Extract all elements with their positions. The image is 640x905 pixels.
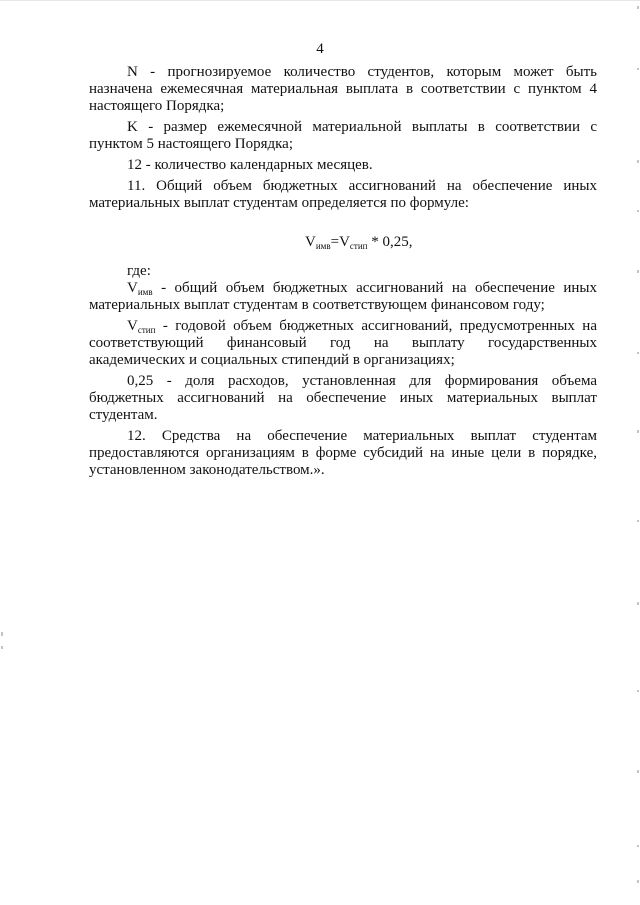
document-body: [89, 64, 597, 479]
vimv-definition-text: - общий объем бюджетных ассигнований на обеспечение иных материальных выплат студентам в соответствующем финансовом году;: [89, 280, 597, 313]
paragraph-12: 12. Средства на обеспечение материальных выплат студентам предоставляются организациям в форме субсидий на иные цели в порядке, установленном законодательством.».: [89, 428, 597, 478]
paragraph-coefficient: 0,25 - доля расходов, установленная для формирования объема бюджетных ассигнований на обеспечение иных материальных выплат студентам.: [89, 373, 597, 423]
scan-left-edge-marks: [0, 0, 5, 905]
vimv-symbol: V: [127, 280, 138, 296]
formula-v-left: V: [305, 234, 316, 250]
vstip-symbol: V: [127, 318, 138, 334]
vimv-subscript: имв: [137, 287, 153, 297]
formula-sub-stip: стип: [349, 241, 368, 251]
formula-sub-imv: имв: [315, 241, 331, 251]
scan-right-edge-marks: [635, 0, 640, 905]
page-number: 4: [316, 41, 324, 57]
paragraph-where: где:: [127, 263, 151, 279]
paragraph-months: 12 - количество календарных месяцев.: [127, 157, 373, 173]
vstip-definition-text: - годовой объем бюджетных ассигнований, предусмотренных на соответствующий финансовый год на выплату государственных академических и социальных стипендий в организациях;: [89, 318, 597, 368]
vstip-subscript: стип: [137, 325, 156, 335]
paragraph-k-definition: K - размер ежемесячной материальной выплаты в соответствии с пунктом 5 настоящего Порядка;: [89, 119, 597, 152]
formula-v-right: V: [339, 234, 350, 250]
paragraph-vimv-definition: [89, 280, 597, 314]
paragraph-vstip-definition: [89, 318, 597, 369]
formula-tail: * 0,25,: [367, 234, 413, 250]
paragraph-n-definition: N - прогнозируемое количество студентов, которым может быть назначена ежемесячная материальная выплата в соответствии с пунктом 4 настоящего Порядка;: [89, 64, 597, 114]
formula-equals: =: [330, 234, 340, 250]
paragraph-11: 11. Общий объем бюджетных ассигнований на обеспечение иных материальных выплат студентам определяется по формуле:: [89, 178, 597, 211]
formula: [89, 234, 597, 251]
scan-top-edge: [0, 0, 640, 1]
